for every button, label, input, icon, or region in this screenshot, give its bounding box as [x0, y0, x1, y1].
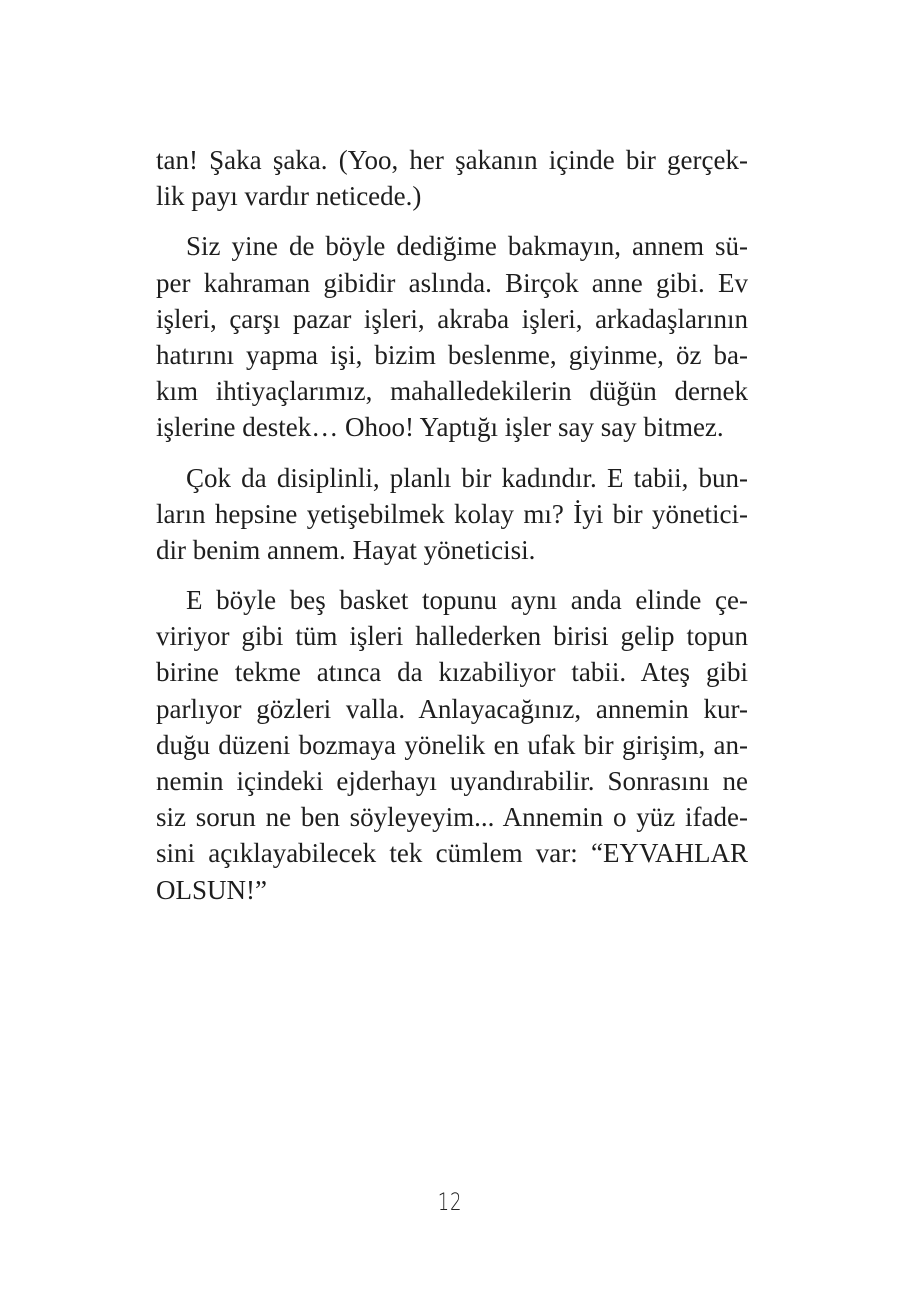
text-line: viriyor gibi tüm işleri hallederken birisi gelip topun: [156, 621, 748, 652]
text-line: duğu düzeni bozmaya yönelik en ufak bir girişim, an-: [156, 729, 748, 760]
text-line: sini açıklayabilecek tek cümlem var: “EYVAHLAR: [156, 838, 748, 869]
paragraph-3: [156, 460, 748, 569]
text-line: parlıyor gözleri valla. Anlayacağınız, annemin kur-: [156, 693, 748, 724]
paragraph-2: [156, 228, 748, 445]
text-line: per kahraman gibidir aslında. Birçok anne gibi. Ev: [156, 267, 748, 298]
text-line: dir benim annem. Hayat yöneticisi.: [156, 534, 536, 565]
text-line: işlerine destek… Ohoo! Yaptığı işler say say bitmez.: [156, 412, 724, 443]
paragraph-gap: [156, 446, 748, 460]
text-line: OLSUN!”: [156, 874, 267, 905]
text-line: nemin içindeki ejderhayı uyandırabilir. Sonrasını ne: [156, 766, 748, 796]
paragraph-gap: [156, 214, 748, 228]
paragraph-gap: [156, 568, 748, 582]
text-line: Siz yine de böyle dediğime bakmayın, annem sü-: [186, 231, 748, 262]
text-line: siz sorun ne ben söyleyeyim... Annemin o yüz ifade-: [156, 802, 748, 833]
paragraph-1: [156, 142, 748, 214]
text-line: hatırını yapma işi, bizim beslenme, giyinme, öz ba-: [156, 339, 748, 370]
paragraph-4: [156, 582, 748, 908]
text-line: ların hepsine yetişebilmek kolay mı? İyi bir yönetici-: [156, 498, 748, 529]
text-line: birine tekme atınca da kızabiliyor tabii. Ateş gibi: [156, 657, 748, 688]
body-text: [156, 142, 748, 908]
text-line: E böyle beş basket topunu aynı anda elinde çe-: [186, 585, 748, 616]
text-line: kım ihtiyaçlarımız, mahalledekilerin düğün dernek: [156, 376, 748, 407]
text-line: işleri, çarşı pazar işleri, akraba işleri, arkadaşlarının: [156, 303, 748, 334]
text-line: tan! Şaka şaka. (Yoo, her şakanın içinde bir gerçek-: [156, 145, 748, 175]
page-number: 12: [437, 1188, 463, 1216]
text-line: Çok da disiplinli, planlı bir kadındır. E tabii, bun-: [186, 462, 748, 493]
text-line: lik payı vardır neticede.): [156, 181, 422, 212]
